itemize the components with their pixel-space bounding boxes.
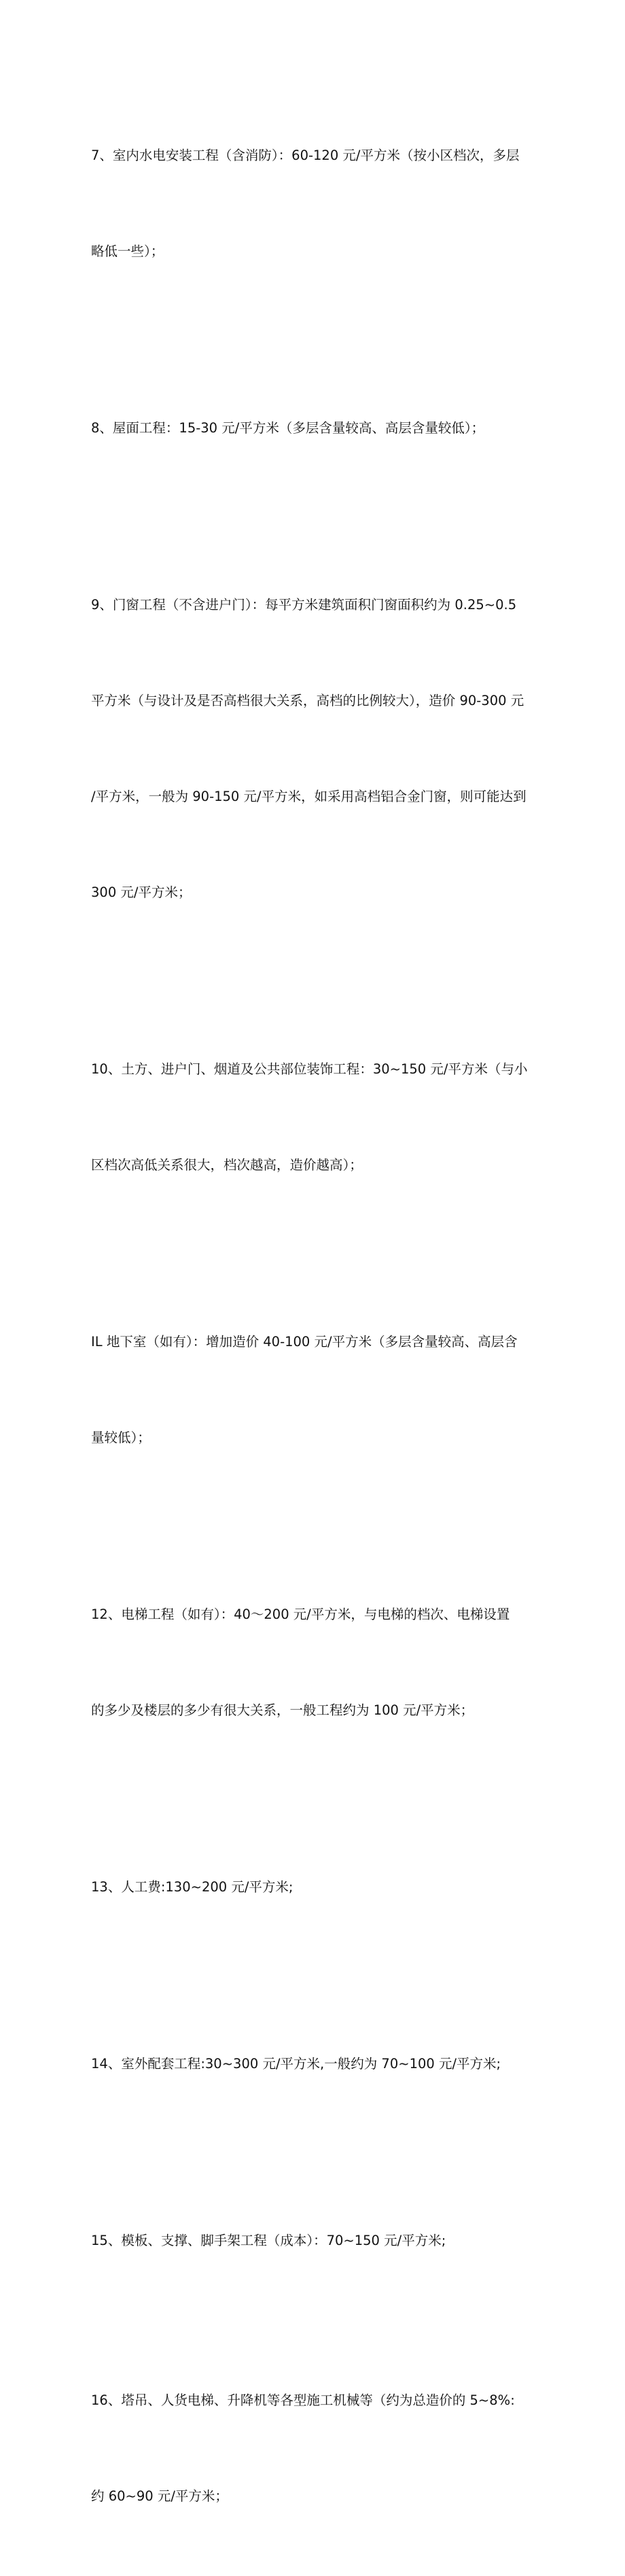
item-7-line-1: 7、室内水电安装工程（含消防）：60-120 元/平方米（按小区档次，多层	[91, 148, 520, 163]
item-12	[91, 1534, 539, 1790]
item-9-line-4: 300 元/平方米；	[91, 885, 192, 900]
item-13	[91, 1807, 539, 1967]
item-9	[91, 525, 539, 972]
item-10-line-1: 10、土方、进户门、烟道及公共部位装饰工程：30~150 元/平方米（与小	[91, 1061, 528, 1077]
item-14-line-1: 14、室外配套工程:30~300 元/平方米,一般约为 70~100 元/平方米;	[91, 2056, 501, 2072]
item-9-line-3: /平方米，一般为 90-150 元/平方米，如采用高档铝合金门窗，则可能达到	[91, 789, 526, 804]
item-8	[91, 348, 539, 508]
item-12-line-2: 的多少及楼层的多少有很大关系，一般工程约为 100 元/平方米；	[91, 1702, 474, 1718]
document-body	[91, 75, 539, 2576]
item-7	[91, 75, 539, 331]
item-7-line-2: 略低一些）；	[91, 243, 164, 259]
item-16-line-2: 约 60~90 元/平方米；	[91, 2488, 228, 2504]
item-12-line-1: 12、电梯工程（如有）：40～200 元/平方米，与电梯的档次、电梯设置	[91, 1607, 510, 1622]
item-15	[91, 2161, 539, 2320]
item-16	[91, 2320, 539, 2576]
item-15-line-1: 15、模板、支撑、脚手架工程（成本）：70~150 元/平方米;	[91, 2233, 446, 2248]
item-10-line-2: 区档次高低关系很大，档次越高，造价越高）；	[91, 1157, 363, 1173]
item-11-line-1: IL 地下室（如有）：增加造价 40-100 元/平方米（多层含量较高、高层含	[91, 1334, 518, 1350]
item-16-line-1: 16、塔吊、人货电梯、升降机等各型施工机械等（约为总造价的 5~8%:	[91, 2392, 515, 2408]
item-8-line-1: 8、屋面工程：15-30 元/平方米（多层含量较高、高层含量较低）；	[91, 420, 485, 436]
item-11	[91, 1262, 539, 1517]
item-10	[91, 989, 539, 1245]
item-9-line-1: 9、门窗工程（不含进户门）：每平方米建筑面积门窗面积约为 0.25~0.5	[91, 597, 517, 613]
item-14	[91, 1984, 539, 2144]
item-11-line-2: 量较低）；	[91, 1430, 151, 1445]
item-9-line-2: 平方米（与设计及是否高档很大关系，高档的比例较大），造价 90-300 元	[91, 693, 524, 708]
item-13-line-1: 13、人工费:130~200 元/平方米;	[91, 1879, 293, 1895]
